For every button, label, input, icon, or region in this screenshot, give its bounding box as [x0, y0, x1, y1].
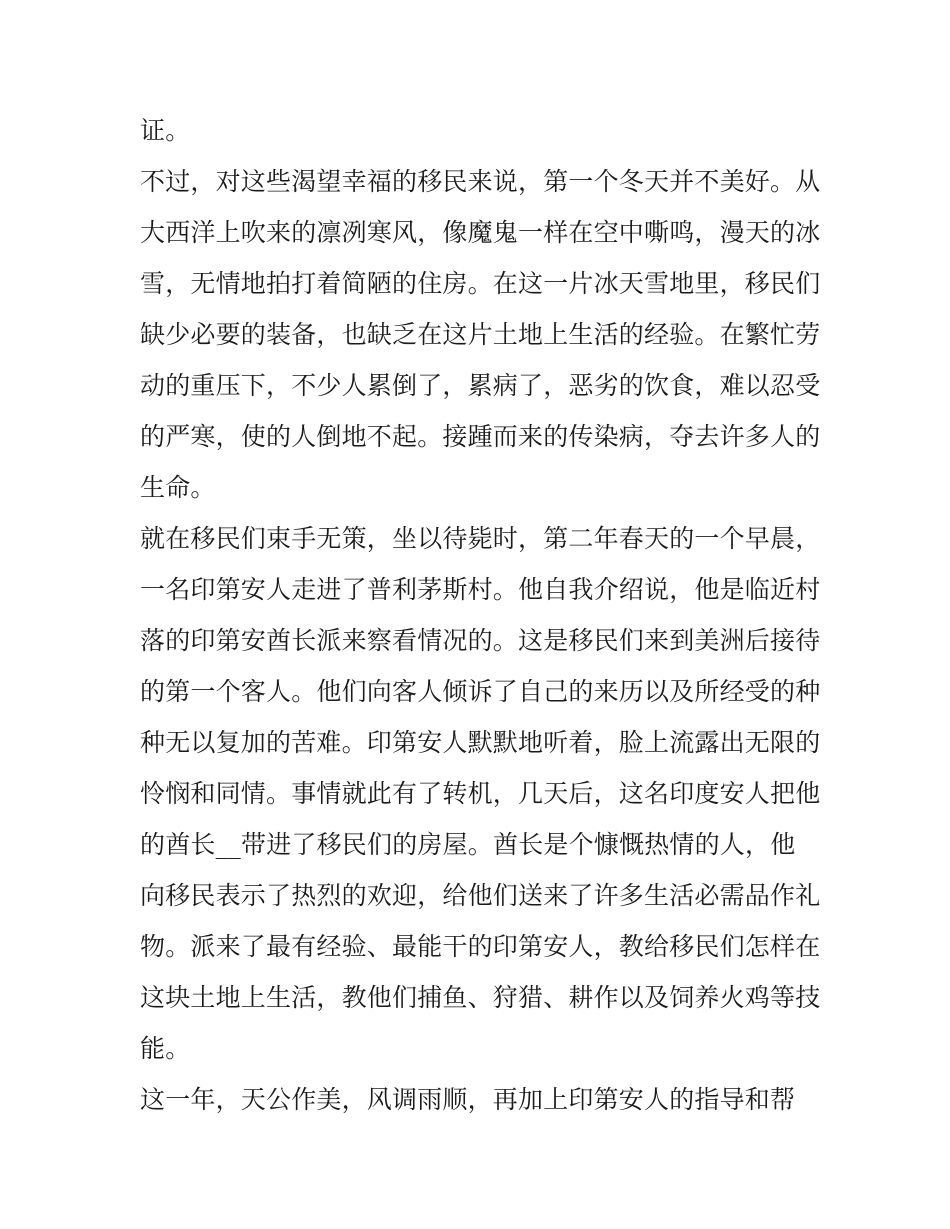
text-line: 这块土地上生活，教他们捕鱼、狩猎、耕作以及饲养火鸡等技: [140, 983, 820, 1012]
text-line: 种无以复加的苦难。印第安人默默地听着，脸上流露出无限的: [140, 728, 820, 757]
text-line: 缺少必要的装备，也缺乏在这片土地上生活的经验。在繁忙劳: [140, 320, 820, 349]
text-line: 物。派来了最有经验、最能干的印第安人，教给移民们怎样在: [140, 932, 820, 961]
text-line: 的严寒，使的人倒地不起。接踵而来的传染病，夺去许多人的: [140, 422, 820, 451]
text-line: 动的重压下，不少人累倒了，累病了，恶劣的饮食，难以忍受: [140, 371, 820, 400]
text-line: 这一年，天公作美，风调雨顺，再加上印第安人的指导和帮: [140, 1085, 796, 1114]
text-line: 不过，对这些渴望幸福的移民来说，第一个冬天并不美好。从: [140, 167, 820, 196]
text-line: 雪，无情地拍打着简陋的住房。在这一片冰天雪地里，移民们: [140, 269, 820, 298]
text-line: 怜悯和同情。事情就此有了转机，几天后，这名印度安人把他: [140, 779, 820, 808]
text-line: 落的印第安酋长派来察看情况的。这是移民们来到美洲后接待: [140, 626, 820, 655]
text-line: 生命。: [140, 473, 216, 502]
text-line: 一名印第安人走进了普利茅斯村。他自我介绍说，他是临近村: [140, 575, 820, 604]
text-line: 大西洋上吹来的凛冽寒风，像魔鬼一样在空中嘶鸣，漫天的冰: [140, 218, 820, 247]
text-line: 证。: [140, 116, 191, 145]
text-line: 能。: [140, 1034, 191, 1063]
body-text: [140, 105, 820, 1125]
text-line: 的第一个客人。他们向客人倾诉了自己的来历以及所经受的种: [140, 677, 820, 706]
text-line: 向移民表示了热烈的欢迎，给他们送来了许多生活必需品作礼: [140, 881, 820, 910]
text-line: 的酋长__带进了移民们的房屋。酋长是个慷慨热情的人，他: [140, 830, 796, 859]
text-line: 就在移民们束手无策，坐以待毙时，第二年春天的一个早晨，: [140, 524, 820, 553]
